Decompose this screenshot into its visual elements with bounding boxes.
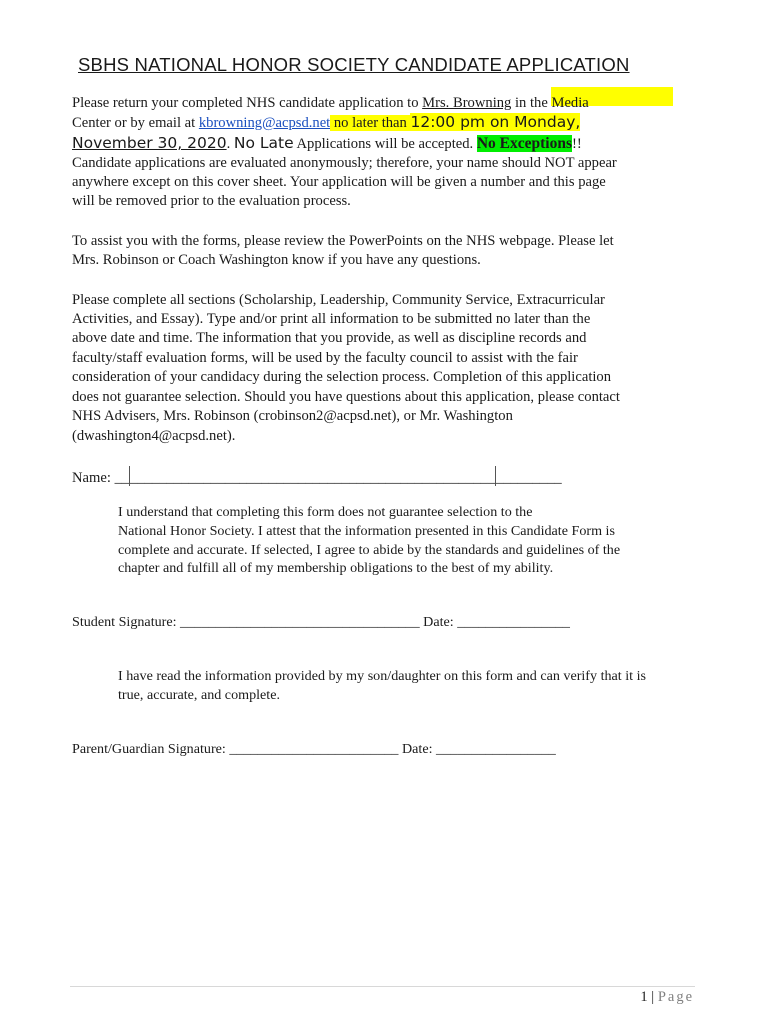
page-number: 1 bbox=[640, 989, 648, 1005]
attest-line-2: National Honor Society. I attest that the information presented in this Candidate Form is bbox=[118, 523, 615, 539]
footer-divider bbox=[70, 986, 695, 987]
no-exceptions-badge: No Exceptions bbox=[476, 135, 573, 152]
student-signature-row bbox=[72, 613, 570, 632]
parent-note-line-1: I have read the information provided by my son/daughter on this form and can verify that it is bbox=[118, 668, 646, 684]
intro-text: !! bbox=[572, 136, 582, 152]
attest-line-4: chapter and fulfill all of my membership obligations to the best of my ability. bbox=[118, 560, 554, 576]
intro-text: Please return your completed NHS candidate application to bbox=[72, 95, 423, 111]
complete-line-3: above date and time. The information that you provide, as well as discipline records and bbox=[72, 330, 587, 346]
intro-text: in the Media bbox=[511, 95, 589, 111]
name-input[interactable]: __________________________________________________ bbox=[130, 470, 495, 486]
contact-name: Mrs. Browning bbox=[422, 95, 512, 111]
student-signature-input[interactable]: __________________________________ bbox=[180, 614, 420, 630]
parent-note-line-2: true, accurate, and complete. bbox=[118, 687, 280, 703]
student-date-input[interactable]: ________________ bbox=[457, 614, 570, 630]
complete-line-1: Please complete all sections (Scholarship, Leadership, Community Service, Extracurricular bbox=[72, 292, 605, 308]
intro-text: Applications will be accepted. bbox=[293, 136, 477, 152]
complete-line-5: consideration of your candidacy during the selection process. Completion of this application bbox=[72, 369, 612, 385]
student-date-label: Date: bbox=[419, 614, 458, 630]
no-late-text: No Late bbox=[233, 134, 294, 152]
page-footer bbox=[640, 989, 694, 1006]
page-title: SBHS NATIONAL HONOR SOCIETY CANDIDATE APPLICATION bbox=[78, 54, 630, 75]
parent-signature-row bbox=[72, 740, 556, 759]
assist-line-1: To assist you with the forms, please review the PowerPoints on the NHS webpage. Please let bbox=[72, 233, 614, 249]
student-signature-label: Student Signature: bbox=[72, 614, 181, 630]
parent-signature-label: Parent/Guardian Signature: bbox=[72, 741, 230, 757]
intro-line-2 bbox=[72, 113, 580, 133]
name-line-tail: _________ bbox=[496, 470, 562, 486]
complete-line-8: (dwashington4@acpsd.net). bbox=[72, 428, 236, 444]
intro-line-3 bbox=[72, 134, 582, 154]
complete-line-2: Activities, and Essay). Type and/or print all information to be submitted no later than the bbox=[72, 311, 591, 327]
attest-line-1: I understand that completing this form does not guarantee selection to the bbox=[118, 504, 533, 520]
name-line-lead: __ bbox=[114, 470, 130, 486]
intro-line-6: will be removed prior to the evaluation process. bbox=[72, 193, 351, 209]
complete-line-4: faculty/staff evaluation forms, will be used by the faculty council to assist with the fair bbox=[72, 350, 578, 366]
complete-line-7: NHS Advisers, Mrs. Robinson (crobinson2@acpsd.net), or Mr. Washington bbox=[72, 408, 513, 424]
intro-line-5: anywhere except on this cover sheet. Your application will be given a number and this page bbox=[72, 174, 606, 190]
deadline-date: November 30, 2020 bbox=[72, 134, 227, 152]
parent-date-input[interactable]: _________________ bbox=[436, 741, 556, 757]
deadline-time: 12:00 pm on Monday, bbox=[410, 113, 581, 131]
complete-line-6: does not guarantee selection. Should you have questions about this application, please contact bbox=[72, 389, 620, 405]
email-link[interactable]: kbrowning@acpsd.net bbox=[198, 115, 331, 131]
deadline-text: no later than bbox=[330, 115, 411, 131]
assist-line-2: Mrs. Robinson or Coach Washington know if you have any questions. bbox=[72, 252, 481, 268]
parent-date-label: Date: bbox=[398, 741, 437, 757]
attest-line-3: complete and accurate. If selected, I agree to abide by the standards and guidelines of the bbox=[118, 542, 621, 558]
intro-line-4: Candidate applications are evaluated anonymously; therefore, your name should NOT appear bbox=[72, 155, 617, 171]
name-field-row bbox=[72, 466, 562, 488]
footer-separator: | bbox=[647, 989, 658, 1005]
page-word: Page bbox=[657, 989, 694, 1005]
intro-text: Center or by email at bbox=[72, 115, 199, 131]
intro-line-1 bbox=[72, 94, 589, 113]
parent-signature-input[interactable]: ________________________ bbox=[229, 741, 399, 757]
intro-text: . bbox=[226, 136, 234, 152]
name-label: Name: bbox=[72, 470, 115, 486]
